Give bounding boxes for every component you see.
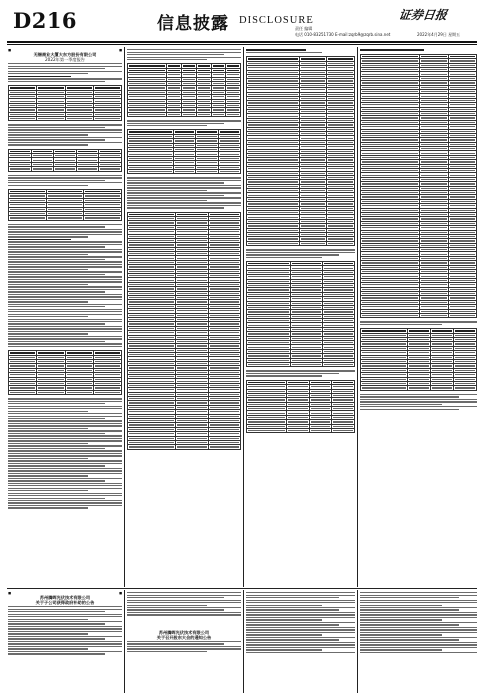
column-2 xyxy=(127,48,241,586)
financial-table xyxy=(127,129,241,174)
article-body xyxy=(246,592,355,653)
article-body xyxy=(360,321,477,325)
financial-table xyxy=(360,328,477,390)
article-body xyxy=(127,177,241,208)
financial-table xyxy=(127,63,241,117)
article-company: 无锡商业大厦大东方股份有限公司 xyxy=(33,52,97,57)
article-body xyxy=(127,592,241,616)
article-title: 2022年第一季度报告 xyxy=(45,57,85,62)
article-body xyxy=(8,63,122,82)
article-body xyxy=(8,606,122,655)
financial-table xyxy=(246,380,355,434)
article-title: 关于召开股东大会的通知公告 xyxy=(156,634,212,640)
financial-table xyxy=(8,149,122,172)
column-3 xyxy=(246,48,355,586)
financial-table xyxy=(246,261,355,367)
article-body xyxy=(127,120,241,126)
issue-date: 2022年4月29日 星期五 xyxy=(417,32,461,37)
column-divider xyxy=(243,590,244,693)
column-divider xyxy=(357,47,358,587)
article-company: 苏州腾晖光伏技术有限公司 xyxy=(39,595,91,600)
bottom-article-4 xyxy=(360,591,477,693)
article-body xyxy=(360,49,477,51)
article-body xyxy=(8,175,122,186)
article-body xyxy=(8,124,122,145)
column-divider xyxy=(124,590,125,693)
article-body xyxy=(246,49,355,53)
financial-table xyxy=(8,85,122,121)
financial-table xyxy=(360,54,477,318)
stock-code-line: ■ ■ xyxy=(8,591,122,595)
column-1 xyxy=(8,48,122,586)
bottom-article-2 xyxy=(127,591,241,693)
article-body xyxy=(246,370,355,376)
article-body xyxy=(360,592,477,653)
column-divider xyxy=(124,47,125,587)
financial-table xyxy=(127,212,241,450)
article-body xyxy=(360,394,477,410)
page-number: D216 xyxy=(13,8,78,33)
column-4 xyxy=(360,48,477,586)
editor-line: 责任 编辑 xyxy=(295,26,313,31)
section-title: 信息披露 xyxy=(157,14,229,34)
masthead-rule xyxy=(7,41,477,43)
article-body xyxy=(8,398,122,509)
stock-code-line: ■ ■ xyxy=(8,48,122,52)
article-body xyxy=(246,249,355,258)
contact-line: 电话 010-83251730 E-mail:zqrb9@zqrb.sina.net xyxy=(295,32,391,37)
financial-table xyxy=(8,350,122,395)
financial-table xyxy=(246,56,355,246)
article-body xyxy=(127,49,241,60)
section-title-en: DISCLOSURE xyxy=(239,15,314,26)
newspaper-logo xyxy=(398,6,448,23)
newspaper-name: 证券日报 xyxy=(397,8,448,22)
column-divider xyxy=(357,590,358,693)
masthead-rule-thin xyxy=(7,44,477,45)
financial-table xyxy=(8,189,122,221)
article-title: 关于子公司获得政府补助的公告 xyxy=(35,600,95,605)
bottom-article-3 xyxy=(246,591,355,693)
article-body xyxy=(8,224,122,348)
bottom-article-1 xyxy=(8,591,122,693)
article-company: 苏州腾晖光伏技术有限公司 xyxy=(158,629,210,635)
article-body xyxy=(127,641,241,652)
column-divider xyxy=(243,47,244,587)
masthead xyxy=(7,5,477,39)
bottom-band-rule xyxy=(7,588,477,589)
